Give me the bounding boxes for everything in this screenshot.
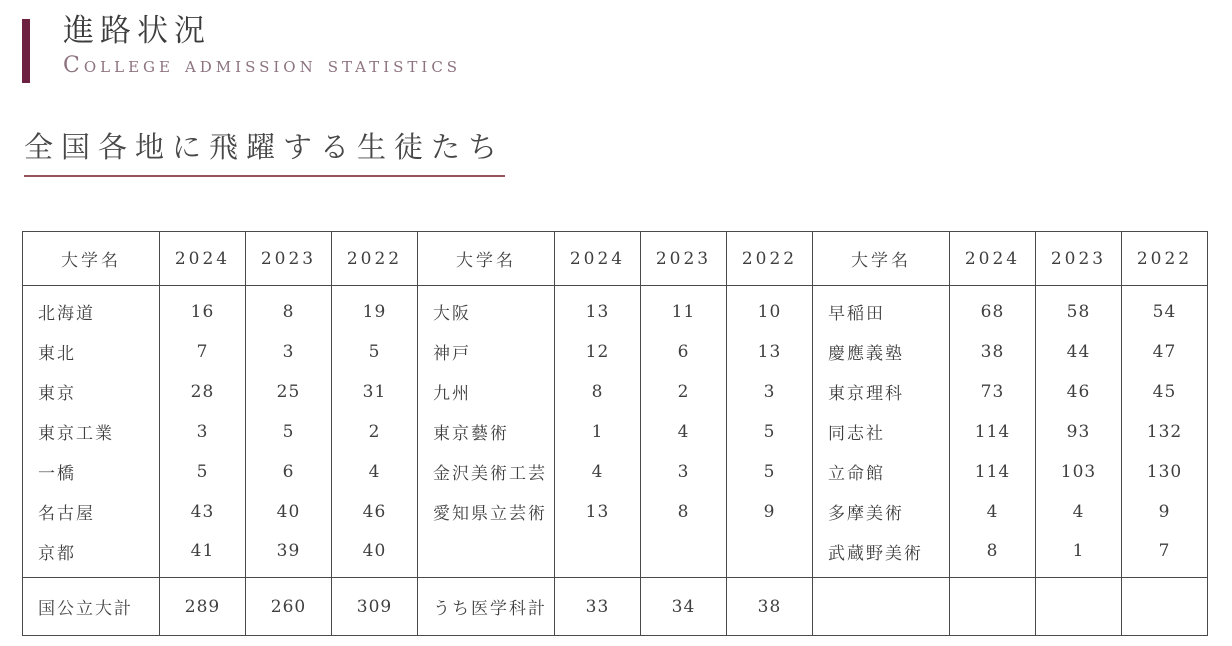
value-cell: 3 [641, 452, 727, 492]
totals-label-cell: うち医学科計 [418, 578, 555, 636]
col-header-2023: 2023 [1036, 232, 1122, 286]
value-cell: 103 [1036, 452, 1122, 492]
value-cell: 8 [641, 492, 727, 532]
totals-value-cell: 309 [332, 578, 418, 636]
value-cell: 4 [950, 492, 1036, 532]
value-cell: 5 [727, 452, 813, 492]
table-totals [23, 578, 1208, 636]
totals-row [23, 578, 1208, 636]
table-row [23, 412, 1208, 452]
totals-label-cell [813, 578, 950, 636]
university-name-cell: 武蔵野美術 [813, 532, 950, 578]
totals-value-cell: 289 [160, 578, 246, 636]
table-row [23, 532, 1208, 578]
value-cell: 2 [641, 372, 727, 412]
value-cell: 13 [555, 492, 641, 532]
col-header-2022: 2022 [727, 232, 813, 286]
value-cell: 16 [160, 286, 246, 332]
col-header-2023: 2023 [246, 232, 332, 286]
university-name-cell: 東京藝術 [418, 412, 555, 452]
value-cell [727, 532, 813, 578]
value-cell [555, 532, 641, 578]
value-cell: 46 [332, 492, 418, 532]
value-cell: 9 [727, 492, 813, 532]
value-cell: 93 [1036, 412, 1122, 452]
value-cell: 6 [641, 332, 727, 372]
value-cell: 44 [1036, 332, 1122, 372]
table-header [23, 232, 1208, 286]
value-cell: 47 [1122, 332, 1208, 372]
page-title: 進路状況 [63, 13, 211, 49]
col-header-2024: 2024 [160, 232, 246, 286]
value-cell: 13 [727, 332, 813, 372]
section-heading-text: 全国各地に飛躍する生徒たち [24, 125, 505, 177]
value-cell: 7 [1122, 532, 1208, 578]
university-name-cell: 大阪 [418, 286, 555, 332]
value-cell: 7 [160, 332, 246, 372]
table-row [23, 492, 1208, 532]
value-cell: 9 [1122, 492, 1208, 532]
value-cell: 114 [950, 452, 1036, 492]
value-cell: 114 [950, 412, 1036, 452]
col-header-university: 大学名 [418, 232, 555, 286]
value-cell: 40 [332, 532, 418, 578]
value-cell: 45 [1122, 372, 1208, 412]
university-name-cell: 東京理科 [813, 372, 950, 412]
university-name-cell: 早稲田 [813, 286, 950, 332]
university-name-cell: 一橋 [23, 452, 160, 492]
value-cell [641, 532, 727, 578]
university-name-cell: 北海道 [23, 286, 160, 332]
admission-stats-table [22, 231, 1208, 636]
totals-value-cell: 260 [246, 578, 332, 636]
value-cell: 4 [555, 452, 641, 492]
university-name-cell: 愛知県立芸術 [418, 492, 555, 532]
university-name-cell: 慶應義塾 [813, 332, 950, 372]
table-row [23, 372, 1208, 412]
totals-value-cell [950, 578, 1036, 636]
university-name-cell [418, 532, 555, 578]
value-cell: 5 [727, 412, 813, 452]
col-header-2022: 2022 [1122, 232, 1208, 286]
value-cell: 5 [160, 452, 246, 492]
value-cell: 43 [160, 492, 246, 532]
table-row [23, 286, 1208, 332]
university-name-cell: 立命館 [813, 452, 950, 492]
value-cell: 130 [1122, 452, 1208, 492]
university-name-cell: 金沢美術工芸 [418, 452, 555, 492]
university-name-cell: 神戸 [418, 332, 555, 372]
university-name-cell: 東京工業 [23, 412, 160, 452]
col-header-2022: 2022 [332, 232, 418, 286]
value-cell: 39 [246, 532, 332, 578]
value-cell: 4 [1036, 492, 1122, 532]
table-header-row [23, 232, 1208, 286]
col-header-2023: 2023 [641, 232, 727, 286]
col-header-2024: 2024 [950, 232, 1036, 286]
value-cell: 11 [641, 286, 727, 332]
col-header-2024: 2024 [555, 232, 641, 286]
value-cell: 8 [950, 532, 1036, 578]
value-cell: 19 [332, 286, 418, 332]
accent-bar [22, 19, 30, 83]
value-cell: 3 [246, 332, 332, 372]
title-texts [63, 14, 461, 78]
university-name-cell: 京都 [23, 532, 160, 578]
university-name-cell: 東北 [23, 332, 160, 372]
value-cell: 25 [246, 372, 332, 412]
page-subtitle-en: College admission statistics [63, 52, 462, 78]
value-cell: 3 [160, 412, 246, 452]
value-cell: 12 [555, 332, 641, 372]
value-cell: 31 [332, 372, 418, 412]
value-cell: 28 [160, 372, 246, 412]
value-cell: 3 [727, 372, 813, 412]
page-header [22, 14, 1202, 83]
value-cell: 8 [555, 372, 641, 412]
value-cell: 5 [246, 412, 332, 452]
value-cell: 58 [1036, 286, 1122, 332]
university-name-cell: 名古屋 [23, 492, 160, 532]
value-cell: 132 [1122, 412, 1208, 452]
value-cell: 4 [332, 452, 418, 492]
university-name-cell: 東京 [23, 372, 160, 412]
value-cell: 46 [1036, 372, 1122, 412]
totals-value-cell [1122, 578, 1208, 636]
value-cell: 13 [555, 286, 641, 332]
university-name-cell: 多摩美術 [813, 492, 950, 532]
value-cell: 40 [246, 492, 332, 532]
value-cell: 10 [727, 286, 813, 332]
table-body [23, 286, 1208, 578]
value-cell: 54 [1122, 286, 1208, 332]
section-heading [24, 125, 1202, 177]
university-name-cell: 九州 [418, 372, 555, 412]
value-cell: 41 [160, 532, 246, 578]
table-row [23, 452, 1208, 492]
value-cell: 38 [950, 332, 1036, 372]
value-cell: 8 [246, 286, 332, 332]
totals-value-cell [1036, 578, 1122, 636]
table-row [23, 332, 1208, 372]
col-header-university: 大学名 [813, 232, 950, 286]
value-cell: 1 [1036, 532, 1122, 578]
totals-value-cell: 34 [641, 578, 727, 636]
value-cell: 4 [641, 412, 727, 452]
value-cell: 68 [950, 286, 1036, 332]
value-cell: 1 [555, 412, 641, 452]
university-name-cell: 同志社 [813, 412, 950, 452]
value-cell: 6 [246, 452, 332, 492]
value-cell: 73 [950, 372, 1036, 412]
totals-label-cell: 国公立大計 [23, 578, 160, 636]
totals-value-cell: 38 [727, 578, 813, 636]
totals-value-cell: 33 [555, 578, 641, 636]
col-header-university: 大学名 [23, 232, 160, 286]
value-cell: 5 [332, 332, 418, 372]
value-cell: 2 [332, 412, 418, 452]
